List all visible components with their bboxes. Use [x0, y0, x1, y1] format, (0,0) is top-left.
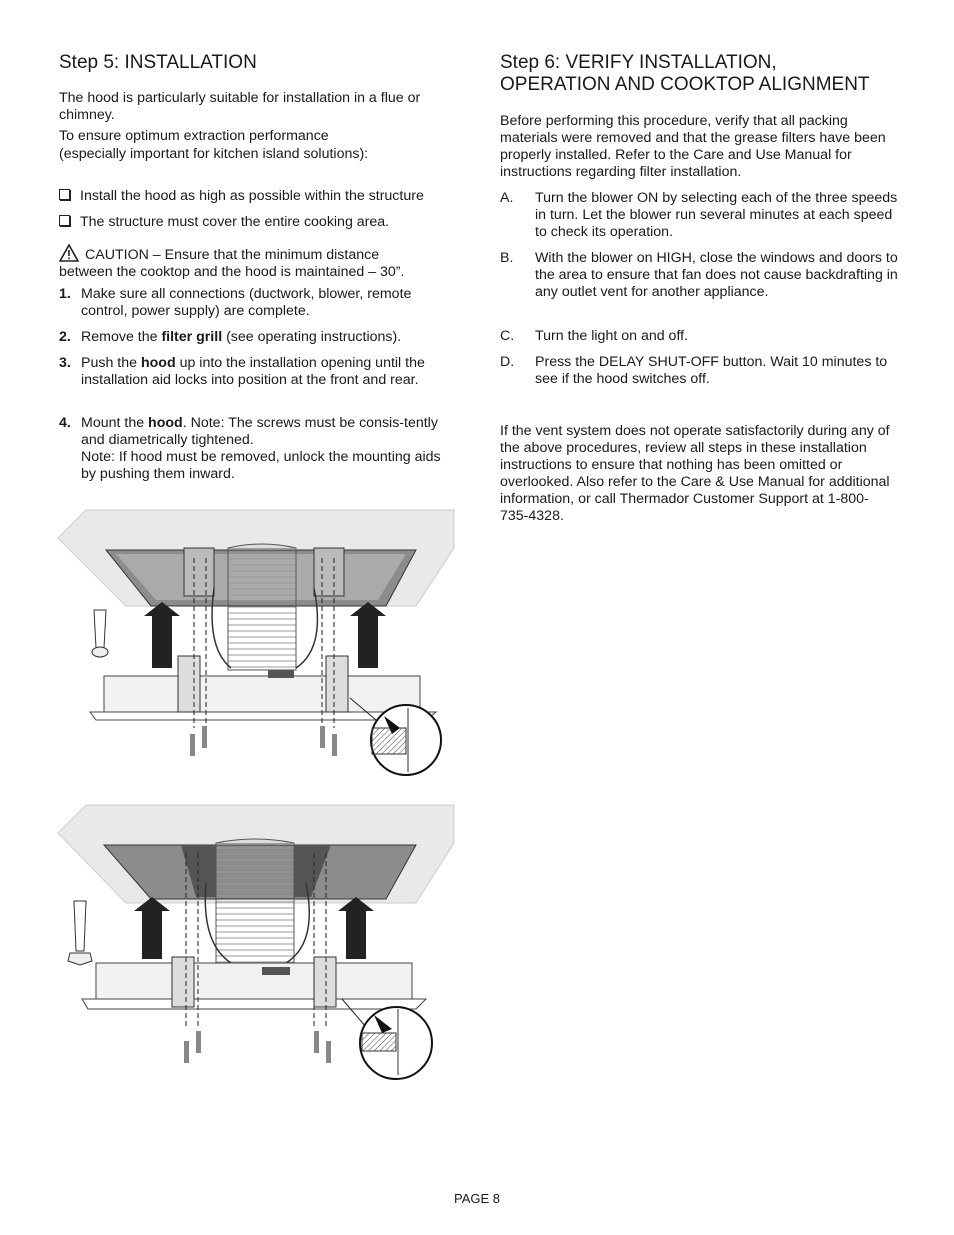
- check-item: C. Turn the light on and off.: [500, 328, 689, 344]
- caution-line-2: between the cooktop and the hood is maintained – 30”.: [59, 264, 405, 280]
- intro-line-1: To ensure optimum extraction performance: [59, 128, 329, 144]
- step5-heading: Step 5: INSTALLATION: [59, 52, 257, 73]
- checkbox-icon: [59, 215, 70, 226]
- check-item: D. Press the DELAY SHUT-OFF button. Wait 10 minutes to see if the hood switches off.: [500, 354, 888, 387]
- check-item: B. With the blower on HIGH, close the windows and doors to the area to ensure that fan does not cause backdrafting in any outlet vent for another appliance.: [500, 250, 898, 300]
- step-note: Note: If hood must be removed, unlock the mounting aids by pushing them inward.: [81, 449, 441, 482]
- checkbox-icon: [59, 189, 70, 200]
- step-item: 2. Remove the filter grill (see operating instructions).: [59, 329, 402, 345]
- step-item: 1. Make sure all connections (ductwork, blower, remote control, power supply) are complete.: [59, 286, 412, 319]
- page-number: PAGE 8: [453, 1191, 500, 1206]
- step6-intro: Before performing this procedure, verify that all packing materials were removed and that the grease filters have been properly installed. Refer to the Care and Use Manual for instructions regarding filter installation.: [500, 113, 886, 180]
- checklist-item: Install the hood as high as possible within the structure: [59, 188, 459, 205]
- step-item: 3. Push the hood up into the installation opening until the installation aid locks into position at the front and rear.: [59, 355, 425, 388]
- checklist-item: The structure must cover the entire cooking area.: [59, 214, 459, 231]
- step6-heading-line-2: OPERATION AND COOKTOP ALIGNMENT: [500, 74, 870, 95]
- hood-installation-illustration-1: [56, 508, 456, 780]
- hood-installation-illustration-2: [56, 803, 456, 1108]
- caution-line-1: CAUTION – Ensure that the minimum distance: [85, 247, 380, 263]
- intro-line-2: (especially important for kitchen island solutions):: [59, 146, 369, 162]
- step-item: 4. Mount the hood. Note: The screws must be consis-tently and diametrically tightened.: [59, 415, 438, 448]
- step6-heading-line-1: Step 6: VERIFY INSTALLATION,: [500, 52, 777, 73]
- check-item: A. Turn the blower ON by selecting each of the three speeds in turn. Let the blower run several minutes at each speed to check its operation.: [500, 190, 898, 240]
- closing-paragraph: If the vent system does not operate satisfactorily during any of the above procedures, review all steps in these installation instructions to ensure that nothing has been omitted or overlooked. Also refer to the Care & Use Manual for additional information, or call Thermador Customer Support at 1-800-735-4328.: [500, 423, 890, 524]
- intro-paragraph: The hood is particularly suitable for installation in a flue or chimney.: [59, 90, 421, 123]
- warning-triangle-icon: [59, 244, 78, 262]
